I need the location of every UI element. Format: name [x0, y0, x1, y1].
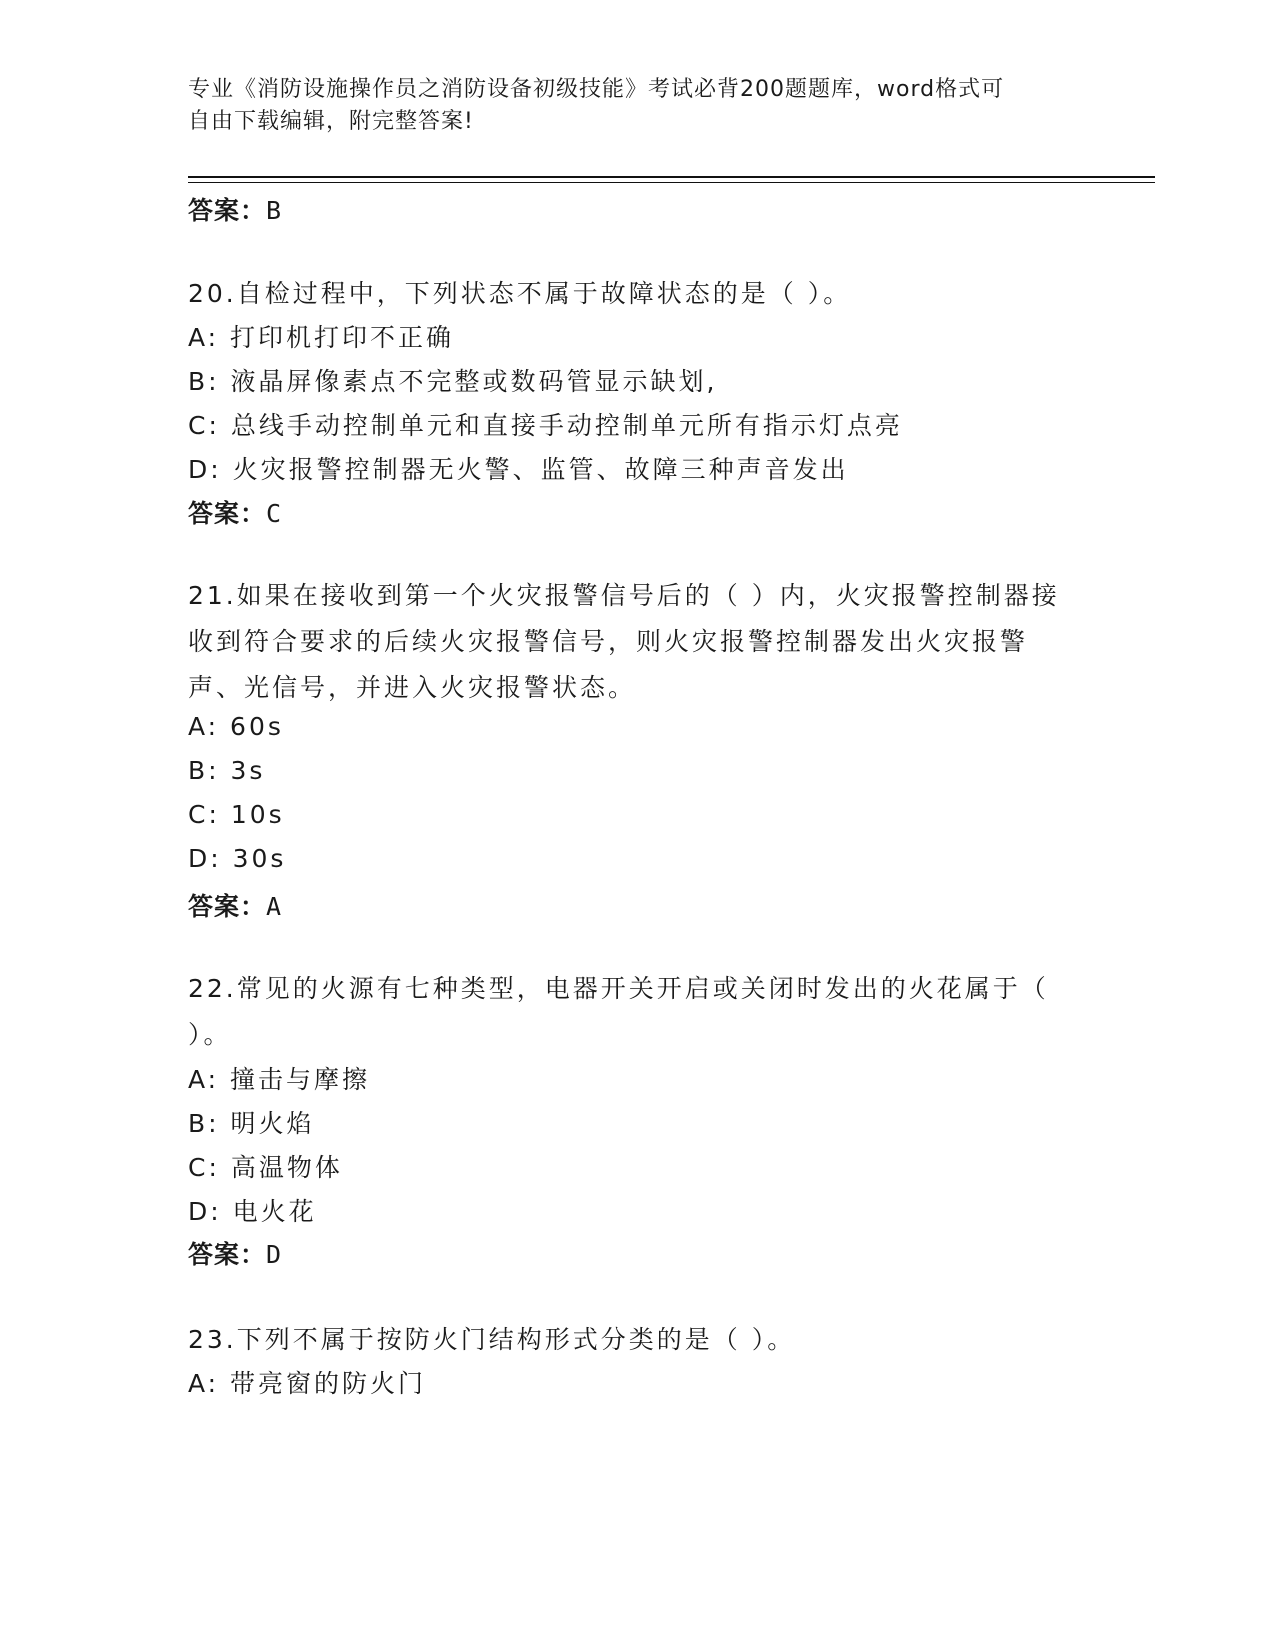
answer-line [188, 191, 282, 227]
option-a: A: 打印机打印不正确 [188, 323, 455, 352]
header-line-2: 自由下载编辑，附完整答案! [188, 109, 474, 134]
answer-line [188, 887, 282, 923]
option-b: B: 明火焰 [188, 1109, 315, 1138]
option-a: A: 撞击与摩擦 [188, 1065, 371, 1094]
answer-value: A [266, 892, 283, 921]
option-c: C: 高温物体 [188, 1153, 343, 1182]
answer-label: 答案： [188, 892, 267, 921]
answer-label: 答案： [188, 196, 267, 225]
question-stem: 21.如果在接收到第一个火灾报警信号后的（ ）内，火灾报警控制器接收到符合要求的后续火灾报警信号，则火灾报警控制器发出火灾报警声、光信号，并进入火灾报警状态。 [188, 581, 1060, 702]
answer-line [188, 1235, 282, 1271]
question-stem: 20.自检过程中，下列状态不属于故障状态的是（ ）。 [188, 279, 852, 308]
answer-line [188, 494, 282, 530]
option-c: C: 10s [188, 800, 285, 829]
option-a: A: 60s [188, 712, 284, 741]
answer-value: C [266, 499, 283, 528]
option-d: D: 30s [188, 844, 287, 873]
question-stem: 22.常见的火源有七种类型，电器开关开启或关闭时发出的火花属于（ ）。 [188, 974, 1049, 1049]
answer-value: D [266, 1240, 283, 1269]
option-d: D: 电火花 [188, 1197, 317, 1226]
question-stem: 23.下列不属于按防火门结构形式分类的是（ ）。 [188, 1325, 796, 1354]
header-line-1: 专业《消防设施操作员之消防设备初级技能》考试必背200题题库，word格式可 [188, 77, 1005, 102]
answer-value: B [266, 196, 283, 225]
header-rule-thin [188, 182, 1155, 183]
option-d: D: 火灾报警控制器无火警、监管、故障三种声音发出 [188, 455, 849, 484]
document-header [188, 74, 1068, 138]
option-c: C: 总线手动控制单元和直接手动控制单元所有指示灯点亮 [188, 411, 903, 440]
answer-label: 答案： [188, 1240, 267, 1269]
answer-label: 答案： [188, 499, 267, 528]
option-b: B: 3s [188, 756, 266, 785]
header-rule-thick [188, 176, 1155, 178]
option-b: B: 液晶屏像素点不完整或数码管显示缺划, [188, 367, 718, 396]
option-a: A: 带亮窗的防火门 [188, 1369, 427, 1398]
